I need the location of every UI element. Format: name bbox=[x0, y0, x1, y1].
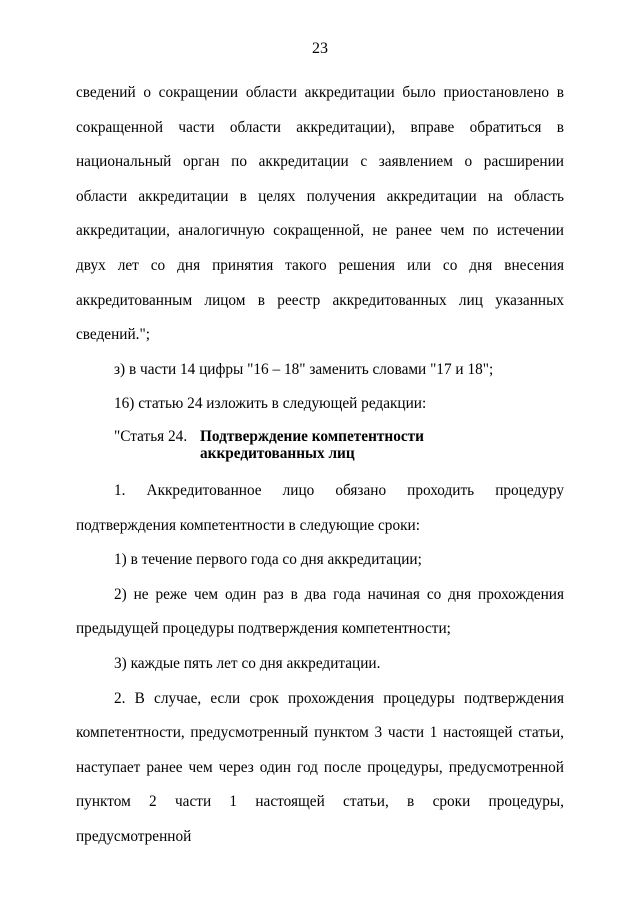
paragraph-amendment-z: з) в части 14 цифры "16 – 18" заменить словами "17 и 18"; bbox=[114, 360, 494, 378]
article-item-1: 1) в течение первого года со дня аккредитации; bbox=[114, 551, 422, 569]
paragraph-continuation: сведений о сокращении области аккредитации было приостановлено в сокращенной части области аккредитации), вправе обратиться в национальный орган по аккредитации с заявлением о расширении области аккредитации в целях получения аккредитации на область аккредитации, аналогичную сокращенной, не ранее чем по истечении двух лет со дня принятия такого решения или со дня внесения аккредитованным лицом в реестр аккредитованных лиц указанных сведений."; bbox=[76, 84, 564, 344]
article-title-line-1: Подтверждение компетентности bbox=[200, 427, 424, 445]
article-item-2: 2) не реже чем один раз в два года начиная со дня прохождения предыдущей процедуры подтверждения компетентности; bbox=[76, 585, 564, 638]
page-number: 23 bbox=[312, 40, 328, 57]
article-title bbox=[200, 428, 424, 462]
document-text bbox=[76, 76, 564, 854]
article-title-line-2: аккредитованных лиц bbox=[200, 444, 355, 462]
article-part-2: 2. В случае, если срок прохождения процедуры подтверждения компетентности, предусмотренный пунктом 3 части 1 настоящей статьи, наступает ранее чем через один год после процедуры, предусмотренной пунктом 2 части 1 настоящей статьи, в сроки процедуры, предусмотренной bbox=[76, 689, 564, 845]
article-part-1: 1. Аккредитованное лицо обязано проходить процедуру подтверждения компетентности в следующие сроки: bbox=[76, 481, 564, 534]
article-label: "Статья 24. bbox=[114, 427, 188, 445]
paragraph-amendment-16: 16) статью 24 изложить в следующей редакции: bbox=[114, 395, 427, 413]
article-item-3: 3) каждые пять лет со дня аккредитации. bbox=[114, 654, 381, 672]
article-heading bbox=[76, 422, 564, 474]
